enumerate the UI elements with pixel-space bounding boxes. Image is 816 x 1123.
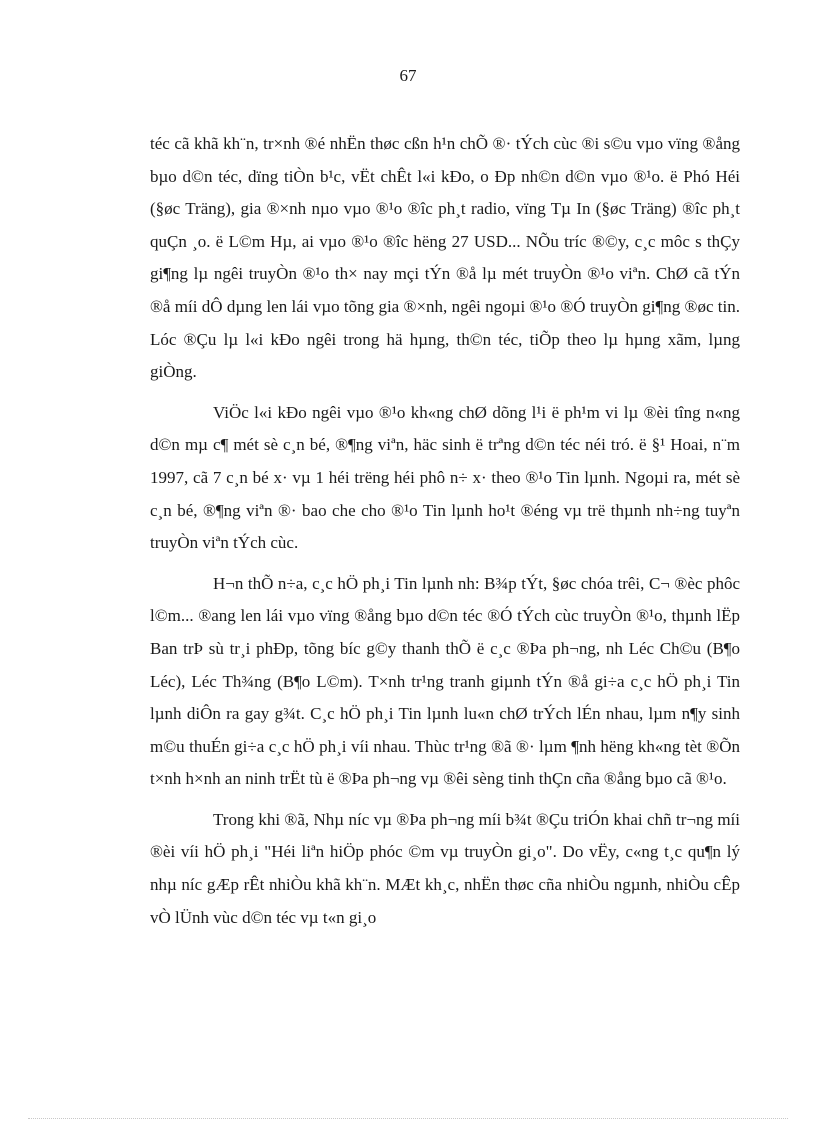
paragraph-3: H¬n thÕ n÷a, c¸c hÖ ph¸i Tin lµnh nh: B¾p tÝt, §øc chóa trêi, C¬ ®èc phôc l©m... ®ang len lái vµo vïng ®ång bµo d©n téc ®Ó tÝch cùc truyÒn ®¹o, thµnh lËp Ban trÞ sù tr¸i phÐp, tõng bíc g©y thanh thÕ ë c¸c ®Þa ph¬ng, nh Léc Ch©u (B¶o Léc), Léc Th¾ng (B¶o L©m). T×nh tr¹ng tranh giµnh tÝn ®å gi÷a c¸c hÖ ph¸i Tin lµnh diÔn ra gay g¾t. C¸c hÖ ph¸i Tin lµnh lu«n chØ trÝch lÉn nhau, lµm n¶y sinh m©u thuÉn gi÷a c¸c hÖ ph¸i víi nhau. Thùc tr¹ng ®ã ®· lµm ¶nh hëng kh«ng tèt ®Õn t×nh h×nh an ninh trËt tù ë ®Þa ph¬ng vµ ®êi sèng tinh thÇn cña ®ång bµo cã ®¹o.: [150, 573, 740, 789]
page-bottom-divider: [28, 1118, 788, 1119]
paragraph-4: Trong khi ®ã, Nhµ níc vµ ®Þa ph¬ng míi b¾t ®Çu triÓn khai chñ tr¬ng míi ®èi víi hÖ ph¸i "Héi liªn hiÖp phóc ©m vµ truyÒn gi¸o". Do vËy, c«ng t¸c qu¶n lý nhµ níc gÆp rÊt nhiÒu khã kh¨n. MÆt kh¸c, nhËn thøc cña nhiÒu ngµnh, nhiÒu cÊp vÒ lÜnh vùc d©n téc vµ t«n gi¸o: [150, 809, 740, 927]
paragraph-2: ViÖc l«i kÐo ngêi vµo ®¹o kh«ng chØ dõng l¹i ë ph¹m vi lµ ®èi tîng n«ng d©n mµ c¶ mét sè c¸n bé, ®¶ng viªn, häc sinh ë trªng d©n téc néi tró. ë §¹ Hoai, n¨m 1997, cã 7 c¸n bé x· vµ 1 héi trëng héi phô n÷ x· theo ®¹o Tin lµnh. Ngoµi ra, mét sè c¸n bé, ®¶ng viªn ®· bao che cho ®¹o Tin lµnh ho¹t ®éng vµ trë thµnh nh÷ng tuyªn truyÒn viªn tÝch cùc.: [150, 402, 740, 553]
page-number: 67: [399, 66, 417, 85]
paragraph-1: téc cã khã kh¨n, tr×nh ®é nhËn thøc cßn h¹n chÕ ®· tÝch cùc ®i s©u vµo vïng ®ång bµo d©n téc, dïng tiÒn b¹c, vËt chÊt l«i kÐo, o Ðp nh©n d©n vµo ®¹o. ë Phó Héi (§øc Träng), gia ®×nh nµo vµo ®¹o ®îc ph¸t radio, vïng Tµ In (§øc Träng) ®îc ph¸t quÇn ¸o. ë L©m Hµ, ai vµo ®¹o ®îc hëng 27 USD... NÕu tríc ®©y, c¸c môc s thÇy gi¶ng lµ ngêi truyÒn ®¹o th× nay mçi tÝn ®å lµ mét truyÒn ®¹o viªn. ChØ cã tÝn ®å míi dÔ dµng len lái vµo tõng gia ®×nh, ngêi ngoµi ®¹o ®Ó truyÒn gi¶ng ®øc tin. Lóc ®Çu lµ l«i kÐo ngêi trong hä hµng, th©n téc, tiÕp theo lµ hµng xãm, lµng giÒng.: [150, 134, 740, 382]
body-text: [150, 128, 740, 934]
